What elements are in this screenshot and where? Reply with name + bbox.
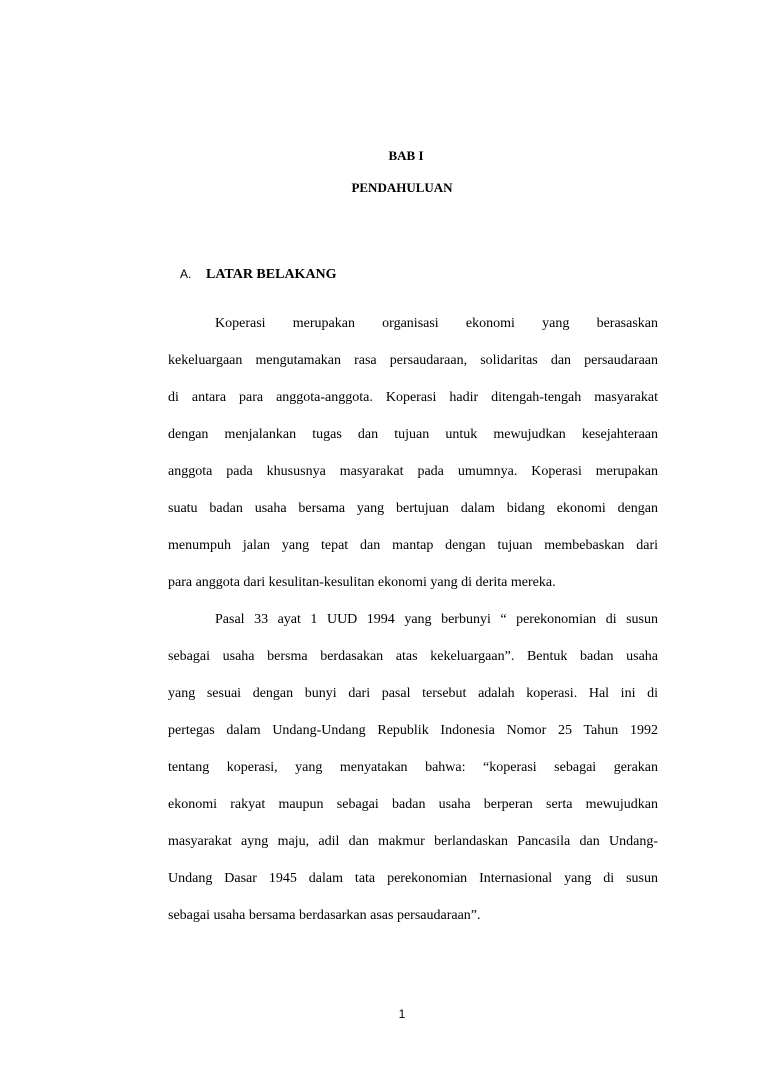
body-paragraph [168, 317, 658, 613]
paragraph-line: pertegas dalam Undang-Undang Republik Indonesia Nomor 25 Tahun 1992 [168, 723, 658, 738]
paragraph-line: para anggota dari kesulitan-kesulitan ekonomi yang di derita mereka. [168, 575, 556, 590]
paragraph-line: masyarakat ayng maju, adil dan makmur berlandaskan Pancasila dan Undang- [168, 834, 658, 849]
paragraph-line: Pasal 33 ayat 1 UUD 1994 yang berbunyi “ perekonomian di susun [215, 612, 658, 627]
paragraph-line: kekeluargaan mengutamakan rasa persaudaraan, solidaritas dan persaudaraan [168, 353, 658, 368]
section-title: LATAR BELAKANG [206, 267, 337, 282]
paragraph-line: suatu badan usaha bersama yang bertujuan dalam bidang ekonomi dengan [168, 501, 658, 516]
paragraph-line: Koperasi merupakan organisasi ekonomi yang berasaskan [215, 316, 658, 331]
paragraph-line: tentang koperasi, yang menyatakan bahwa: “koperasi sebagai gerakan [168, 760, 658, 775]
paragraph-line: anggota pada khususnya masyarakat pada umumnya. Koperasi merupakan [168, 464, 658, 479]
page-number: 1 [398, 1007, 406, 1021]
section-heading [180, 267, 337, 283]
chapter-title: PENDAHULUAN [351, 180, 453, 195]
body-paragraph [168, 613, 658, 946]
paragraph-line: Undang Dasar 1945 dalam tata perekonomian Internasional yang di susun [168, 871, 658, 886]
paragraph-line: yang sesuai dengan bunyi dari pasal tersebut adalah koperasi. Hal ini di [168, 686, 658, 701]
paragraph-line: sebagai usaha bersma berdasakan atas kekeluargaan”. Bentuk badan usaha [168, 649, 658, 664]
paragraph-line: sebagai usaha bersama berdasarkan asas persaudaraan”. [168, 908, 481, 923]
chapter-number: BAB I [388, 148, 424, 163]
section-letter: A. [180, 267, 192, 281]
paragraph-line: dengan menjalankan tugas dan tujuan untuk mewujudkan kesejahteraan [168, 427, 658, 442]
paragraph-line: di antara para anggota-anggota. Koperasi hadir ditengah-tengah masyarakat [168, 390, 658, 405]
paragraph-line: ekonomi rakyat maupun sebagai badan usaha berperan serta mewujudkan [168, 797, 658, 812]
paragraph-line: menumpuh jalan yang tepat dan mantap dengan tujuan membebaskan dari [168, 538, 658, 553]
